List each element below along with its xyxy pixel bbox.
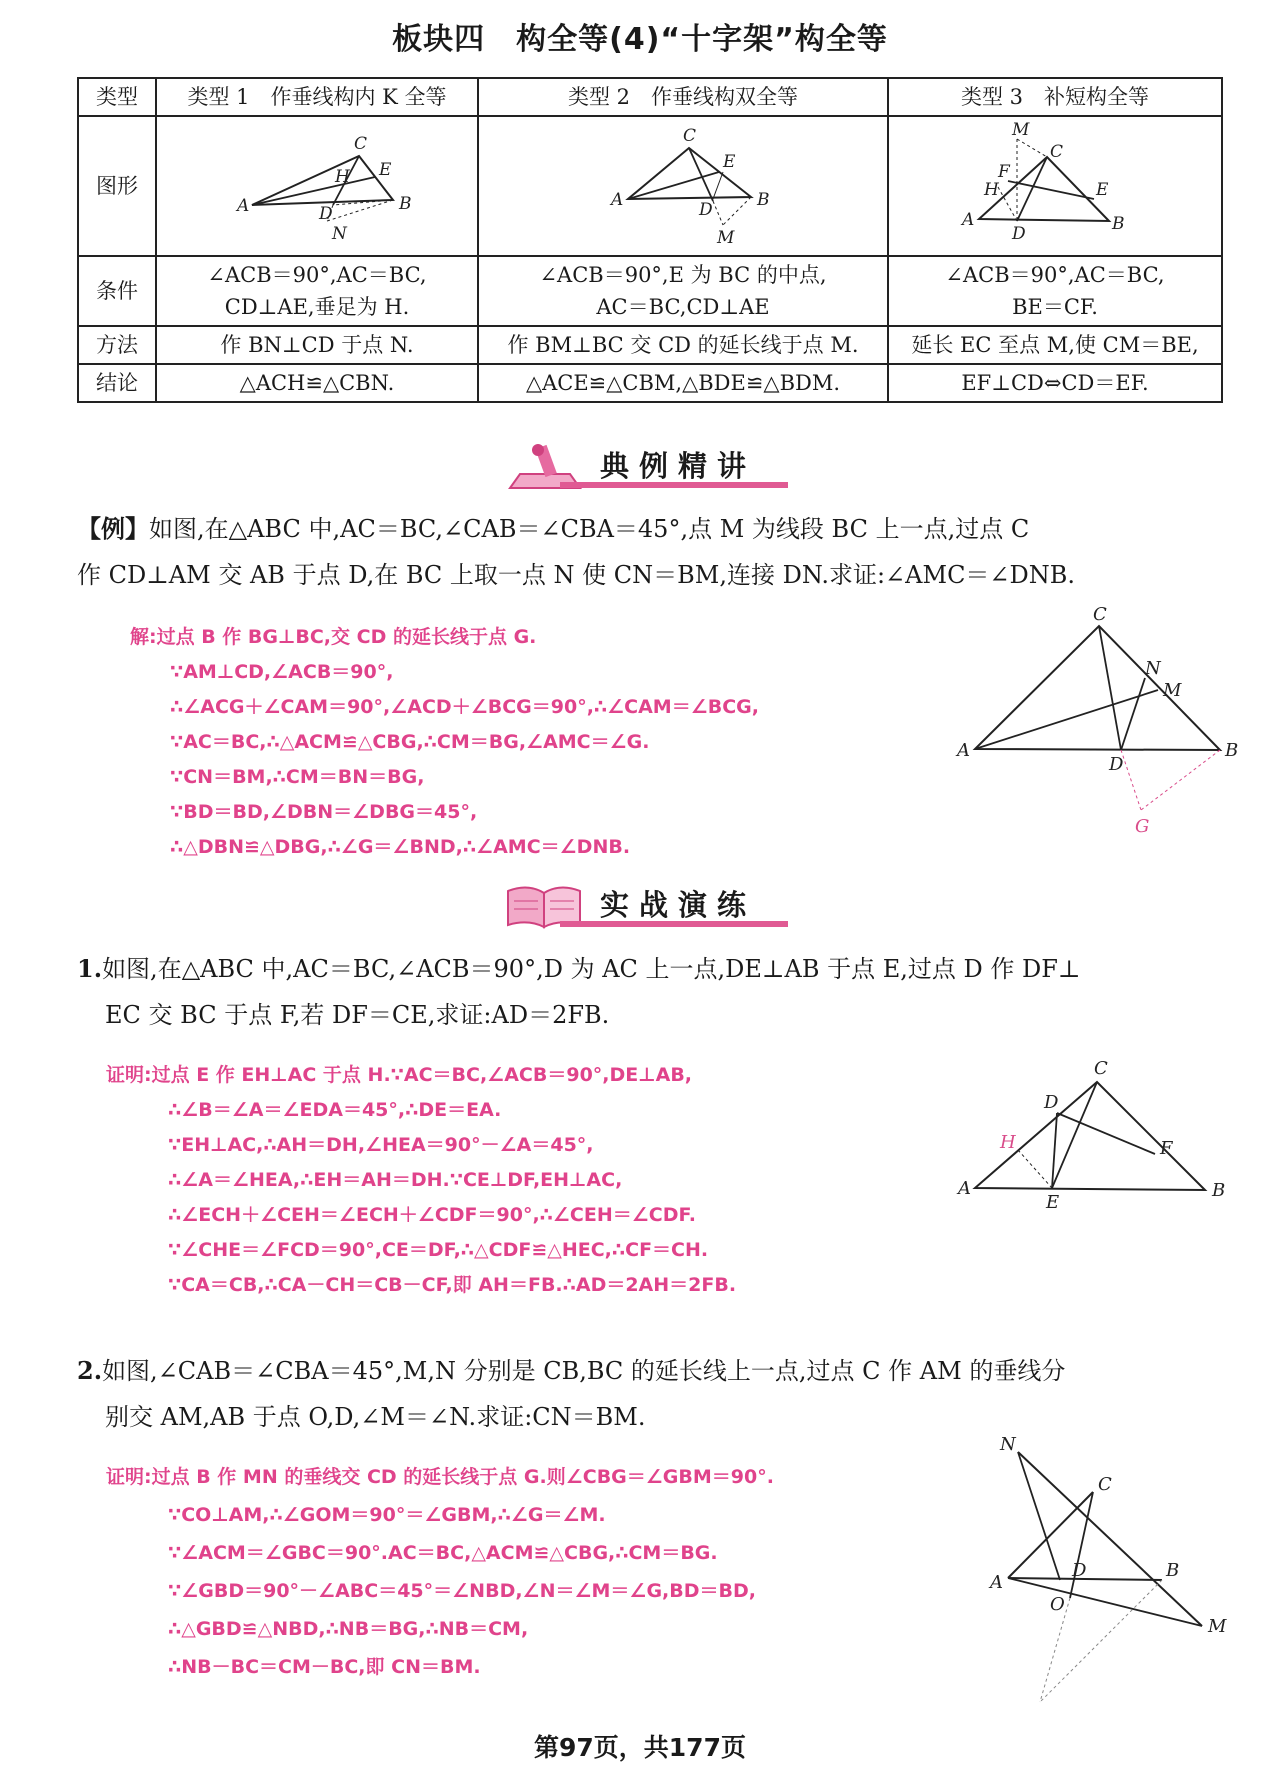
fig-label: D bbox=[1072, 1560, 1087, 1581]
fig-label: H bbox=[335, 167, 350, 187]
conclusion-cell: EF⊥CD⇔CD＝EF. bbox=[888, 364, 1222, 402]
solution-line: ∴NB－BC＝CM－BC,即 CN＝BM. bbox=[168, 1656, 481, 1678]
problem-line: EC 交 BC 于点 F,若 DF＝CE,求证:AD＝2FB. bbox=[105, 1001, 610, 1029]
fig-label: C bbox=[1098, 1474, 1112, 1495]
fig-label: E bbox=[1046, 1192, 1060, 1213]
table-header-row bbox=[78, 78, 1222, 116]
problem-2 bbox=[77, 1348, 1227, 1440]
conclusion-cell: △ACE≌△CBM,△BDE≌△BDM. bbox=[478, 364, 888, 402]
page-title: 板块四 构全等(4)“十字架”构全等 bbox=[392, 22, 888, 57]
fig-label: A bbox=[958, 1178, 971, 1199]
problem-2-solution bbox=[106, 1458, 774, 1686]
fig-label: E bbox=[379, 160, 392, 180]
solution-line: 解:过点 B 作 BG⊥BC,交 CD 的延长线于点 G. bbox=[130, 626, 537, 648]
figure-type1 bbox=[157, 117, 477, 255]
fig-label: F bbox=[998, 162, 1010, 182]
problem-line bbox=[77, 506, 1227, 552]
figure-type2 bbox=[479, 117, 887, 255]
problem-line bbox=[77, 1348, 1227, 1394]
fig-label: E bbox=[723, 152, 736, 172]
fig-label: B bbox=[1225, 740, 1239, 761]
fig-label: N bbox=[1000, 1434, 1016, 1455]
problem-text: 如图,在△ABC 中,AC＝BC,∠CAB＝∠CBA＝45°,点 M 为线段 BC 上一点,过点 C bbox=[149, 515, 1030, 543]
problem-1-solution bbox=[106, 1058, 736, 1303]
fig-label: C bbox=[354, 134, 368, 154]
solution-line: ∵CN＝BM,∴CM＝BN＝BG, bbox=[170, 766, 425, 788]
table-row-condition bbox=[78, 256, 1222, 326]
solution-line: ∴∠ACG＋∠CAM＝90°,∠ACD＋∠BCG＝90°,∴∠CAM＝∠BCG, bbox=[170, 696, 759, 718]
section-title: 典例精讲 bbox=[600, 449, 757, 483]
fig-label: C bbox=[1050, 142, 1064, 162]
fig-label: B bbox=[757, 190, 770, 210]
solution-line: ∴△DBN≌△DBG,∴∠G＝∠BND,∴∠AMC＝∠DNB. bbox=[170, 836, 631, 858]
table-header-cell: 类型 bbox=[78, 78, 156, 116]
figure-type1-cell bbox=[156, 116, 478, 256]
figure-type3-cell bbox=[888, 116, 1222, 256]
table-row-figure bbox=[78, 116, 1222, 256]
solution-line: 证明:过点 B 作 MN 的垂线交 CD 的延长线于点 G.则∠CBG＝∠GBM＝90°. bbox=[106, 1466, 774, 1488]
fig-label: B bbox=[399, 194, 412, 214]
method-cell: 延长 EC 至点 M,使 CM＝BE, bbox=[888, 326, 1222, 364]
fig-label: G bbox=[1135, 816, 1150, 837]
section-title: 实战演练 bbox=[600, 888, 757, 922]
condition-line: CD⊥AE,垂足为 H. bbox=[224, 295, 410, 319]
fig-label: F bbox=[1160, 1138, 1173, 1159]
condition-line: ∠ACB＝90°,E 为 BC 的中点, bbox=[539, 263, 827, 287]
condition-cell bbox=[888, 256, 1222, 326]
fig-label: B bbox=[1212, 1180, 1226, 1201]
fig-label: C bbox=[683, 126, 697, 146]
fig-label: A bbox=[237, 196, 250, 216]
fig-label: C bbox=[1093, 604, 1107, 625]
fig-label: D bbox=[699, 200, 713, 220]
solution-line: ∵AM⊥CD,∠ACB＝90°, bbox=[170, 661, 394, 683]
solution-line: ∵CA＝CB,∴CA－CH＝CB－CF,即 AH＝FB.∴AD＝2AH＝2FB. bbox=[168, 1274, 737, 1296]
solution-line: ∵∠GBD＝90°－∠ABC＝45°＝∠NBD,∠N＝∠M＝∠G,BD＝BD, bbox=[168, 1580, 756, 1602]
problem-text: 如图,∠CAB＝∠CBA＝45°,M,N 分别是 CB,BC 的延长线上一点,过点 C 作 AM 的垂线分 bbox=[102, 1357, 1066, 1385]
problem-text: 如图,在△ABC 中,AC＝BC,∠ACB＝90°,D 为 AC 上一点,DE⊥AB 于点 E,过点 D 作 DF⊥ bbox=[102, 955, 1081, 983]
condition-line: AC＝BC,CD⊥AE bbox=[596, 295, 770, 319]
problem-number: 1. bbox=[77, 954, 103, 983]
fig-label: A bbox=[990, 1572, 1003, 1593]
row-label: 结论 bbox=[78, 364, 156, 402]
solution-line: 证明:过点 E 作 EH⊥AC 于点 H.∵AC＝BC,∠ACB＝90°,DE⊥AB, bbox=[106, 1064, 693, 1086]
type-table bbox=[77, 77, 1223, 403]
row-label: 条件 bbox=[78, 256, 156, 326]
fig-label: M bbox=[717, 228, 735, 248]
problem-line bbox=[77, 946, 1227, 992]
solution-line: ∵BD＝BD,∠DBN＝∠DBG＝45°, bbox=[170, 801, 478, 823]
table-header-cell: 类型 1 作垂线构内 K 全等 bbox=[156, 78, 478, 116]
solution-line: ∴△GBD≌△NBD,∴NB＝BG,∴NB＝CM, bbox=[168, 1618, 529, 1640]
figure-type3 bbox=[889, 117, 1221, 255]
table-header-cell: 类型 2 作垂线构双全等 bbox=[478, 78, 888, 116]
method-cell: 作 BN⊥CD 于点 N. bbox=[156, 326, 478, 364]
fig-label: E bbox=[1096, 180, 1109, 200]
condition-line: ∠ACB＝90°,AC＝BC, bbox=[945, 263, 1165, 287]
solution-line: ∵∠CHE＝∠FCD＝90°,CE＝DF,∴△CDF≌△HEC,∴CF＝CH. bbox=[168, 1239, 709, 1261]
fig-label: C bbox=[1094, 1058, 1108, 1079]
solution-line: ∴∠ECH＋∠CEH＝∠ECH＋∠CDF＝90°,∴∠CEH＝∠CDF. bbox=[168, 1204, 696, 1226]
example-solution bbox=[130, 620, 759, 865]
example-tag: 【例】 bbox=[77, 514, 149, 543]
table-header-cell: 类型 3 补短构全等 bbox=[888, 78, 1222, 116]
fig-label: D bbox=[1109, 754, 1124, 775]
problem-1-diagram bbox=[950, 1050, 1240, 1230]
problem-number: 2. bbox=[77, 1356, 103, 1385]
fig-label: N bbox=[332, 224, 347, 244]
fig-label: M bbox=[1012, 120, 1030, 140]
figure-type2-cell bbox=[478, 116, 888, 256]
table-row-conclusion bbox=[78, 364, 1222, 402]
section-header-examples bbox=[500, 438, 820, 498]
example-problem bbox=[77, 506, 1227, 598]
row-label: 图形 bbox=[78, 116, 156, 256]
solution-line: ∵CO⊥AM,∴∠GOM＝90°＝∠GBM,∴∠G＝∠M. bbox=[168, 1504, 606, 1526]
fig-label: D bbox=[1012, 224, 1026, 244]
condition-line: ∠ACB＝90°,AC＝BC, bbox=[207, 263, 427, 287]
fig-label: M bbox=[1163, 680, 1182, 701]
conclusion-cell: △ACH≌△CBN. bbox=[156, 364, 478, 402]
problem-2-diagram bbox=[980, 1434, 1240, 1720]
problem-1 bbox=[77, 946, 1227, 1038]
fig-label: N bbox=[1145, 658, 1161, 679]
fig-label: D bbox=[319, 204, 333, 224]
fig-label: A bbox=[962, 210, 975, 230]
method-cell: 作 BM⊥BC 交 CD 的延长线于点 M. bbox=[478, 326, 888, 364]
page-footer: 第97页，共177页 bbox=[534, 1733, 746, 1762]
section-header-practice bbox=[500, 877, 820, 937]
problem-line: 别交 AM,AB 于点 O,D,∠M＝∠N.求证:CN＝BM. bbox=[105, 1403, 646, 1431]
solution-line: ∵AC＝BC,∴△ACM≌△CBG,∴CM＝BG,∠AMC＝∠G. bbox=[170, 731, 650, 753]
fig-label: B bbox=[1112, 214, 1125, 234]
problem-line: 作 CD⊥AM 交 AB 于点 D,在 BC 上取一点 N 使 CN＝BM,连接 DN.求证:∠AMC＝∠DNB. bbox=[77, 561, 1076, 589]
fig-label: M bbox=[1208, 1616, 1227, 1637]
condition-cell bbox=[156, 256, 478, 326]
fig-label: H bbox=[1000, 1132, 1016, 1153]
fig-label: A bbox=[957, 740, 970, 761]
condition-cell bbox=[478, 256, 888, 326]
fig-label: A bbox=[611, 190, 624, 210]
solution-line: ∴∠A＝∠HEA,∴EH＝AH＝DH.∵CE⊥DF,EH⊥AC, bbox=[168, 1169, 623, 1191]
condition-line: BE＝CF. bbox=[1012, 295, 1098, 319]
solution-line: ∵∠ACM＝∠GBC＝90°.AC＝BC,△ACM≌△CBG,∴CM＝BG. bbox=[168, 1542, 718, 1564]
solution-line: ∵EH⊥AC,∴AH＝DH,∠HEA＝90°－∠A＝45°, bbox=[168, 1134, 594, 1156]
table-row-method bbox=[78, 326, 1222, 364]
fig-label: O bbox=[1050, 1594, 1065, 1615]
row-label: 方法 bbox=[78, 326, 156, 364]
fig-label: B bbox=[1166, 1560, 1180, 1581]
example-diagram bbox=[945, 604, 1239, 850]
solution-line: ∴∠B＝∠A＝∠EDA＝45°,∴DE＝EA. bbox=[168, 1099, 502, 1121]
fig-label: H bbox=[984, 180, 999, 200]
fig-label: D bbox=[1044, 1092, 1059, 1113]
